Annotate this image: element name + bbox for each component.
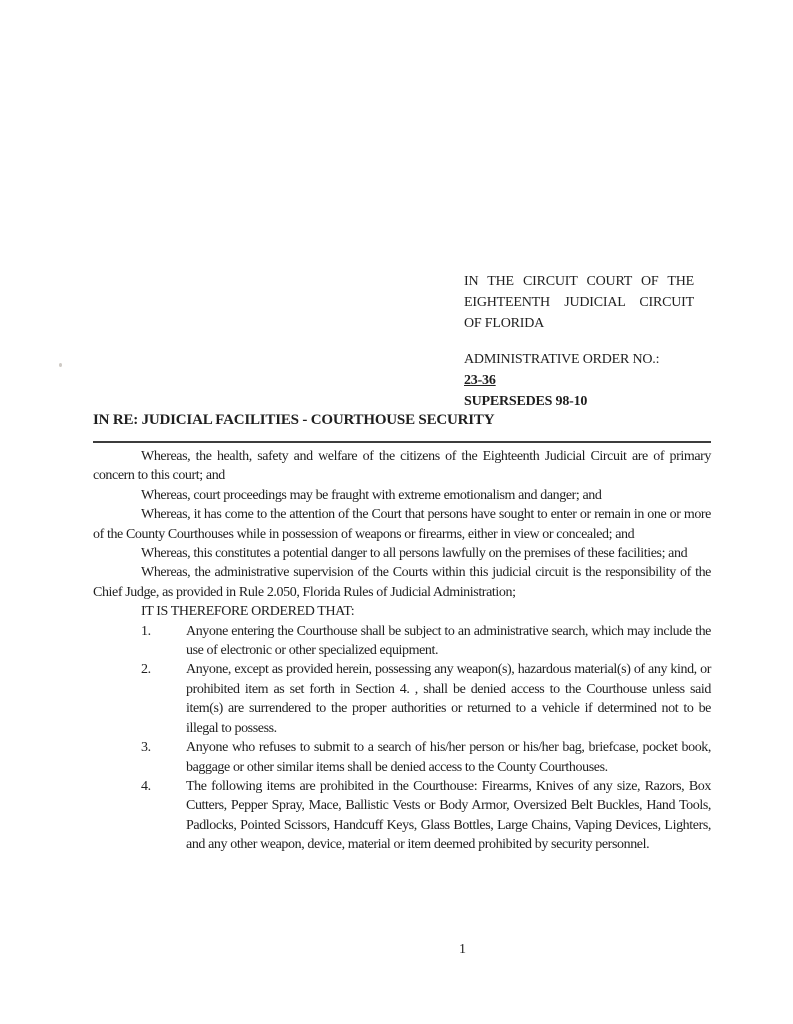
item-number: 2.	[141, 662, 151, 678]
ordered-intro: IT IS THEREFORE ORDERED THAT:	[141, 604, 355, 620]
document-body-column	[93, 411, 711, 855]
title-divider	[93, 441, 711, 443]
item-text: Anyone, except as provided herein, possessing any weapon(s), hazardous material(s) of any kind, or prohibited item as set forth in Section 4. , shall be denied access to the Courthouse unless said item(s) are surrendered to the proper authorities or returned to a vehicle if determined not to be illegal to possess.	[186, 662, 711, 736]
court-caption-line: EIGHTEENTH JUDICIAL CIRCUIT	[464, 295, 694, 310]
scan-speck	[59, 363, 62, 367]
court-caption-line: IN THE CIRCUIT COURT OF THE	[464, 274, 694, 289]
order-number: 23-36	[464, 373, 496, 388]
order-item	[93, 660, 711, 738]
whereas-paragraph: Whereas, this constitutes a potential danger to all persons lawfully on the premises of these facilities; and	[141, 546, 688, 562]
page-number: 1	[459, 942, 466, 957]
court-caption-line: OF FLORIDA	[464, 316, 545, 331]
item-text: The following items are prohibited in the Courthouse: Firearms, Knives of any size, Razors, Box Cutters, Pepper Spray, Mace, Ballistic Vests or Body Armor, Oversized Belt Buckles, Hand Tools, Padlocks, Pointed Scissors, Handcuff Keys, Glass Bottles, Large Chains, Vaping Devices, Lighters, and any other weapon, device, material or item deemed prohibited by security personnel.	[186, 778, 711, 853]
administrative-order-label: ADMINISTRATIVE ORDER NO.:	[464, 352, 660, 367]
order-item	[93, 777, 711, 855]
item-number: 3.	[141, 740, 151, 756]
whereas-paragraph: Whereas, the administrative supervision of the Courts within this judicial circuit is the responsibility of the Chief Judge, as provided in Rule 2.050, Florida Rules of Judicial Administration;	[93, 565, 711, 600]
document-title: IN RE: JUDICIAL FACILITIES - COURTHOUSE SECURITY	[93, 412, 495, 428]
order-item	[93, 738, 711, 777]
whereas-paragraph: Whereas, the health, safety and welfare of the citizens of the Eighteenth Judicial Circuit are of primary concern to this court; and	[93, 449, 711, 484]
whereas-paragraph: Whereas, it has come to the attention of the Court that persons have sought to enter or remain in one or more of the County Courthouses while in possession of weapons or firearms, either in view or concealed; and	[93, 507, 711, 542]
document-text	[93, 447, 711, 855]
item-text: Anyone who refuses to submit to a search of his/her person or his/her bag, briefcase, pocket book, baggage or other similar items shall be denied access to the County Courthouses.	[186, 740, 711, 775]
supersedes-line: SUPERSEDES 98-10	[464, 394, 588, 409]
item-number: 4.	[141, 778, 151, 794]
order-item	[93, 622, 711, 661]
item-number: 1.	[141, 623, 151, 639]
whereas-paragraph: Whereas, court proceedings may be fraught with extreme emotionalism and danger; and	[141, 487, 602, 503]
court-caption-block	[464, 271, 694, 412]
item-text: Anyone entering the Courthouse shall be subject to an administrative search, which may include the use of electronic or other specialized equipment.	[186, 623, 711, 659]
